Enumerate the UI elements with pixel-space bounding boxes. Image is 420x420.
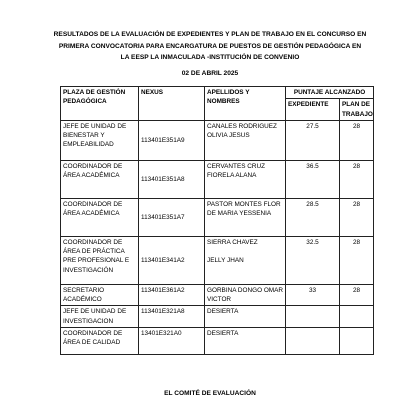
table-row [61,306,374,328]
cell-plaza: COORDINADOR DE ÁREA DE PRÁCTICA PRE PROFESIONAL E INVESTIGACIÓN [61,236,139,284]
table-row [61,236,374,284]
cell-nexus: 113401E341A2 [139,236,205,284]
cell-nexus: 113401E321A8 [139,306,205,328]
table-row [61,328,374,355]
cell-plaza: COORDINADOR DE ÁREA ACADÉMICA [61,198,139,236]
cell-plan: 28 [340,198,374,236]
title-line: RESULTADOS DE LA EVALUACIÓN DE EXPEDIENTES Y PLAN DE TRABAJO EN EL CONCURSO EN [53,31,367,38]
header-puntaje: PUNTAJE ALCANZADO [286,87,374,99]
cell-nombres: CERVANTES CRUZ FIORELA ALANA [205,160,286,198]
cell-nombres-line: JELLY JHAN [207,257,244,265]
cell-nexus: 113401E361A2 [139,284,205,306]
table-row [61,120,374,160]
cell-nombres: PASTOR MONTES FLOR DE MARIA YESSENIA [205,198,286,236]
header-row [61,87,374,99]
cell-nombres: DESIERTA [205,306,286,328]
cell-plaza: JEFE DE UNIDAD DE INVESTIGACION [61,306,139,328]
cell-plaza: JEFE DE UNIDAD DE BIENESTAR Y EMPLEABILIDAD [61,120,139,160]
table-row [61,198,374,236]
cell-nexus: 113401E351A9 [139,120,205,160]
cell-nombres-line: SIERRA CHAVEZ [207,238,258,246]
document-date: 02 DE ABRIL 2025 [181,70,239,77]
cell-plan [340,306,374,328]
table-row [61,284,374,306]
cell-expediente [286,328,340,355]
header-plaza: PLAZA DE GESTIÓN PEDAGÓGICA [61,87,139,121]
table-row [61,160,374,198]
document-title [30,29,390,64]
cell-nexus: 113401E351A7 [139,198,205,236]
cell-expediente: 33 [286,284,340,306]
cell-expediente: 36.5 [286,160,340,198]
cell-expediente: 28.5 [286,198,340,236]
title-line: PRIMERA CONVOCATORIA PARA ENCARGATURA DE PUESTOS DE GESTIÓN PEDAGÓGICA EN [58,42,362,50]
title-line: LA EESP LA INMACULADA -INSTITUCIÓN DE CONVENIO [120,54,300,61]
cell-plan: 28 [340,236,374,284]
header-nexus: NEXUS [139,87,205,121]
results-table [60,86,374,355]
cell-nombres: DESIERTA [205,328,286,355]
cell-expediente: 32.5 [286,236,340,284]
cell-plan: 28 [340,160,374,198]
cell-plaza: COORDINADOR DE ÁREA ACADÉMICA [61,160,139,198]
header-plan: PLAN DE TRABAJO [340,99,374,121]
cell-plaza: COORDINADOR DE ÁREA DE CALIDAD [61,328,139,355]
cell-plaza: SECRETARIO ACADÉMICO [61,284,139,306]
cell-nexus: 113401E351A8 [139,160,205,198]
cell-nexus: 13401E321A0 [139,328,205,355]
cell-nombres [205,236,286,284]
header-expediente: EXPEDIENTE [286,99,340,121]
cell-plan [340,328,374,355]
cell-expediente: 27.5 [286,120,340,160]
header-nombres: APELLIDOS Y NOMBRES [205,87,286,121]
cell-nombres: CANALES RODRIGUEZ OLIVIA JESUS [205,120,286,160]
committee-signature-label: EL COMITÉ DE EVALUACIÓN [164,390,256,397]
cell-plan: 28 [340,120,374,160]
cell-plan: 28 [340,284,374,306]
cell-nombres: GORBINA DONGO OMAR VICTOR [205,284,286,306]
cell-expediente [286,306,340,328]
